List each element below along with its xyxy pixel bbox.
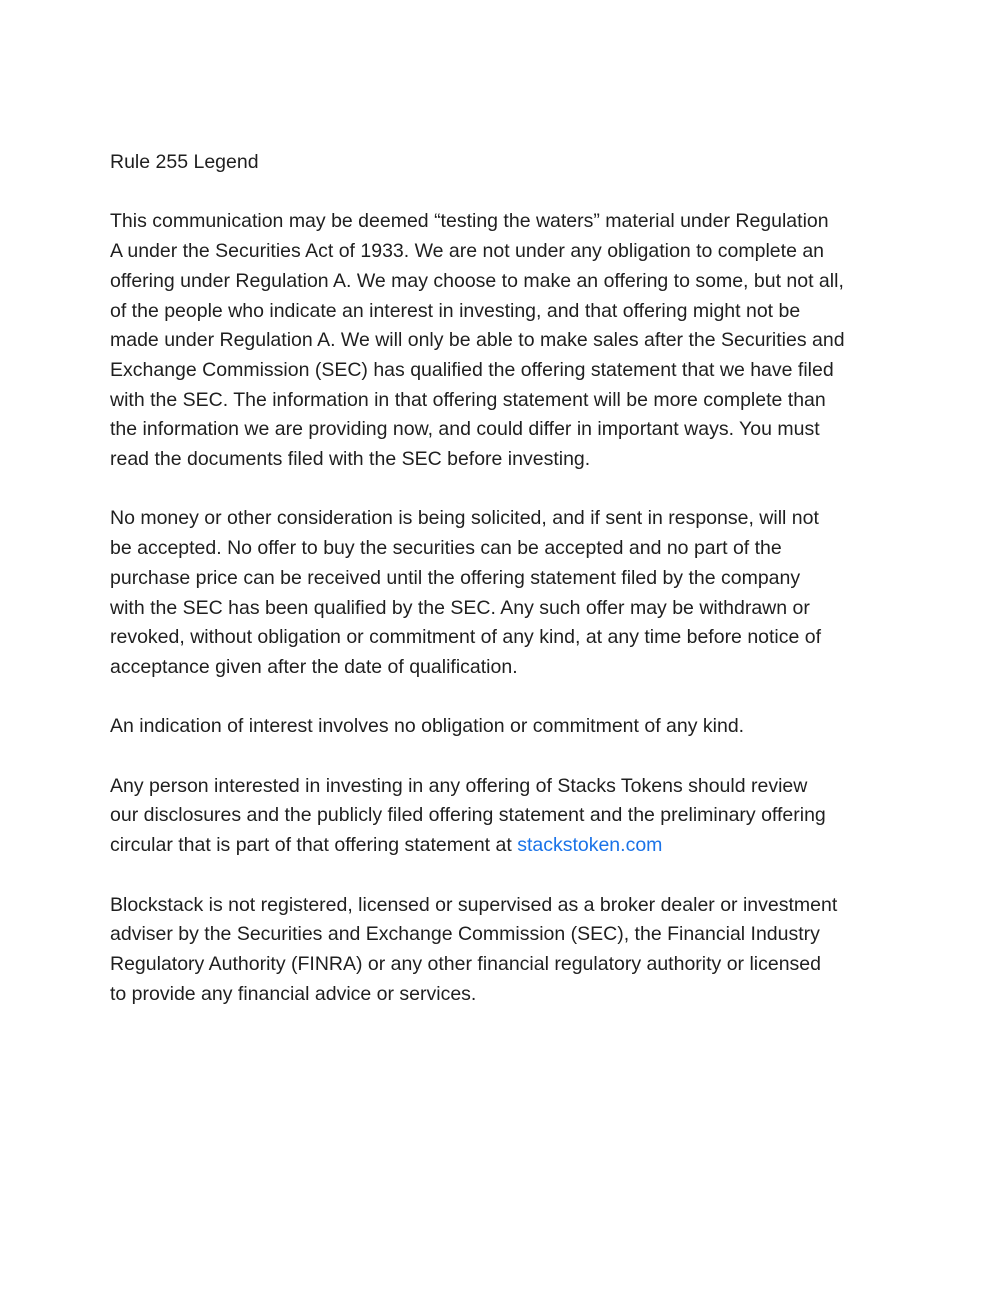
text-line: be accepted. No offer to buy the securities can be accepted and no part of the: [110, 537, 782, 560]
text-line: to provide any financial advice or services.: [110, 982, 477, 1005]
paragraph-indication-of-interest: [110, 712, 845, 742]
text-line: with the SEC has been qualified by the SEC. Any such offer may be withdrawn or: [110, 596, 810, 619]
text-segment: circular that is part of that offering statement at: [110, 834, 518, 857]
paragraph-review-disclosures: [110, 772, 845, 861]
text-line: offering under Regulation A. We may choose to make an offering to some, but not all,: [110, 269, 844, 292]
text-line: Exchange Commission (SEC) has qualified the offering statement that we have filed: [110, 358, 834, 381]
text-line: adviser by the Securities and Exchange Commission (SEC), the Financial Industry: [110, 923, 820, 946]
document-title: Rule 255 Legend: [110, 151, 259, 173]
text-line: made under Regulation A. We will only be able to make sales after the Securities and: [110, 329, 845, 352]
text-line: read the documents filed with the SEC before investing.: [110, 448, 591, 471]
text-line: revoked, without obligation or commitment of any kind, at any time before notice of: [110, 626, 822, 649]
text-line: A under the Securities Act of 1933. We are not under any obligation to complete an: [110, 240, 825, 263]
text-line: purchase price can be received until the offering statement filed by the company: [110, 566, 801, 589]
text-line: [110, 831, 845, 861]
paragraph-testing-waters: [110, 207, 845, 474]
text-line: Any person interested in investing in any offering of Stacks Tokens should review: [110, 774, 808, 797]
document: [110, 148, 845, 1039]
text-line: our disclosures and the publicly filed offering statement and the preliminary offering: [110, 804, 826, 827]
text-line: acceptance given after the date of qualification.: [110, 655, 518, 678]
text-line: with the SEC. The information in that offering statement will be more complete than: [110, 388, 826, 411]
paragraph-no-money: [110, 504, 845, 682]
paragraph-not-registered: [110, 891, 845, 1010]
stackstoken-link[interactable]: stackstoken.com: [517, 834, 663, 857]
text-line: An indication of interest involves no obligation or commitment of any kind.: [110, 715, 745, 738]
text-line: This communication may be deemed “testing the waters” material under Regulation: [110, 210, 829, 233]
text-line: Blockstack is not registered, licensed or supervised as a broker dealer or investment: [110, 893, 838, 916]
text-line: Regulatory Authority (FINRA) or any other financial regulatory authority or licensed: [110, 952, 821, 975]
text-line: No money or other consideration is being solicited, and if sent in response, will not: [110, 507, 819, 530]
text-line: the information we are providing now, and could differ in important ways. You must: [110, 418, 820, 441]
text-line: of the people who indicate an interest in investing, and that offering might not be: [110, 299, 801, 322]
